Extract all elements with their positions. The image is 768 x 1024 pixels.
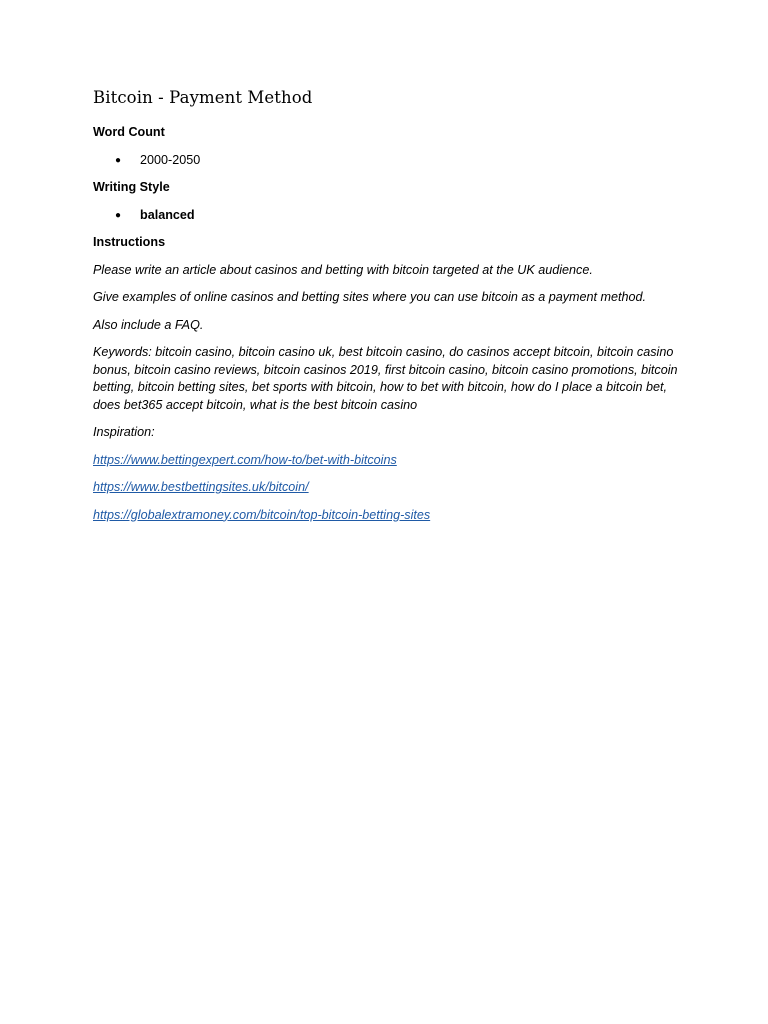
- list-item: [93, 152, 683, 170]
- document-page: [93, 86, 683, 534]
- writing-style-value: balanced: [140, 207, 195, 222]
- writing-style-heading: Writing Style: [93, 180, 170, 194]
- list-item: [93, 207, 683, 225]
- inspiration-link[interactable]: https://globalextramoney.com/bitcoin/top-bitcoin-betting-sites: [93, 507, 431, 522]
- instruction-paragraph: Give examples of online casinos and betting sites where you can use bitcoin as a payment method.: [93, 290, 647, 304]
- bullet-icon: ●: [115, 154, 122, 166]
- link-row: [93, 507, 683, 535]
- keywords-paragraph: Keywords: bitcoin casino, bitcoin casino uk, best bitcoin casino, do casinos accept bitcoin, bitcoin casino bonus, bitcoin casino reviews, bitcoin casinos 2019, first bitcoin casino, bitcoin casino promotions, bitcoin betting, bitcoin betting sites, bet sports with bitcoin, how to bet with bitcoin, how do I place a bitcoin bet, does bet365 accept bitcoin, what is the best bitcoin casino: [93, 345, 678, 412]
- link-row: [93, 479, 683, 507]
- instruction-paragraph: Also include a FAQ.: [93, 317, 204, 332]
- word-count-heading: Word Count: [93, 125, 165, 139]
- instructions-heading: Instructions: [93, 235, 166, 249]
- instruction-paragraph: Please write an article about casinos and betting with bitcoin targeted at the UK audience.: [93, 262, 593, 277]
- link-row: [93, 452, 683, 480]
- word-count-list: [93, 152, 683, 170]
- writing-style-list: [93, 207, 683, 225]
- bullet-icon: ●: [115, 209, 122, 221]
- document-title: Bitcoin - Payment Method: [93, 88, 313, 107]
- inspiration-link[interactable]: https://www.bettingexpert.com/how-to/bet-with-bitcoins: [93, 452, 397, 467]
- inspiration-link[interactable]: https://www.bestbettingsites.uk/bitcoin/: [93, 480, 309, 494]
- inspiration-label: Inspiration:: [93, 425, 155, 439]
- word-count-value: 2000-2050: [140, 152, 201, 167]
